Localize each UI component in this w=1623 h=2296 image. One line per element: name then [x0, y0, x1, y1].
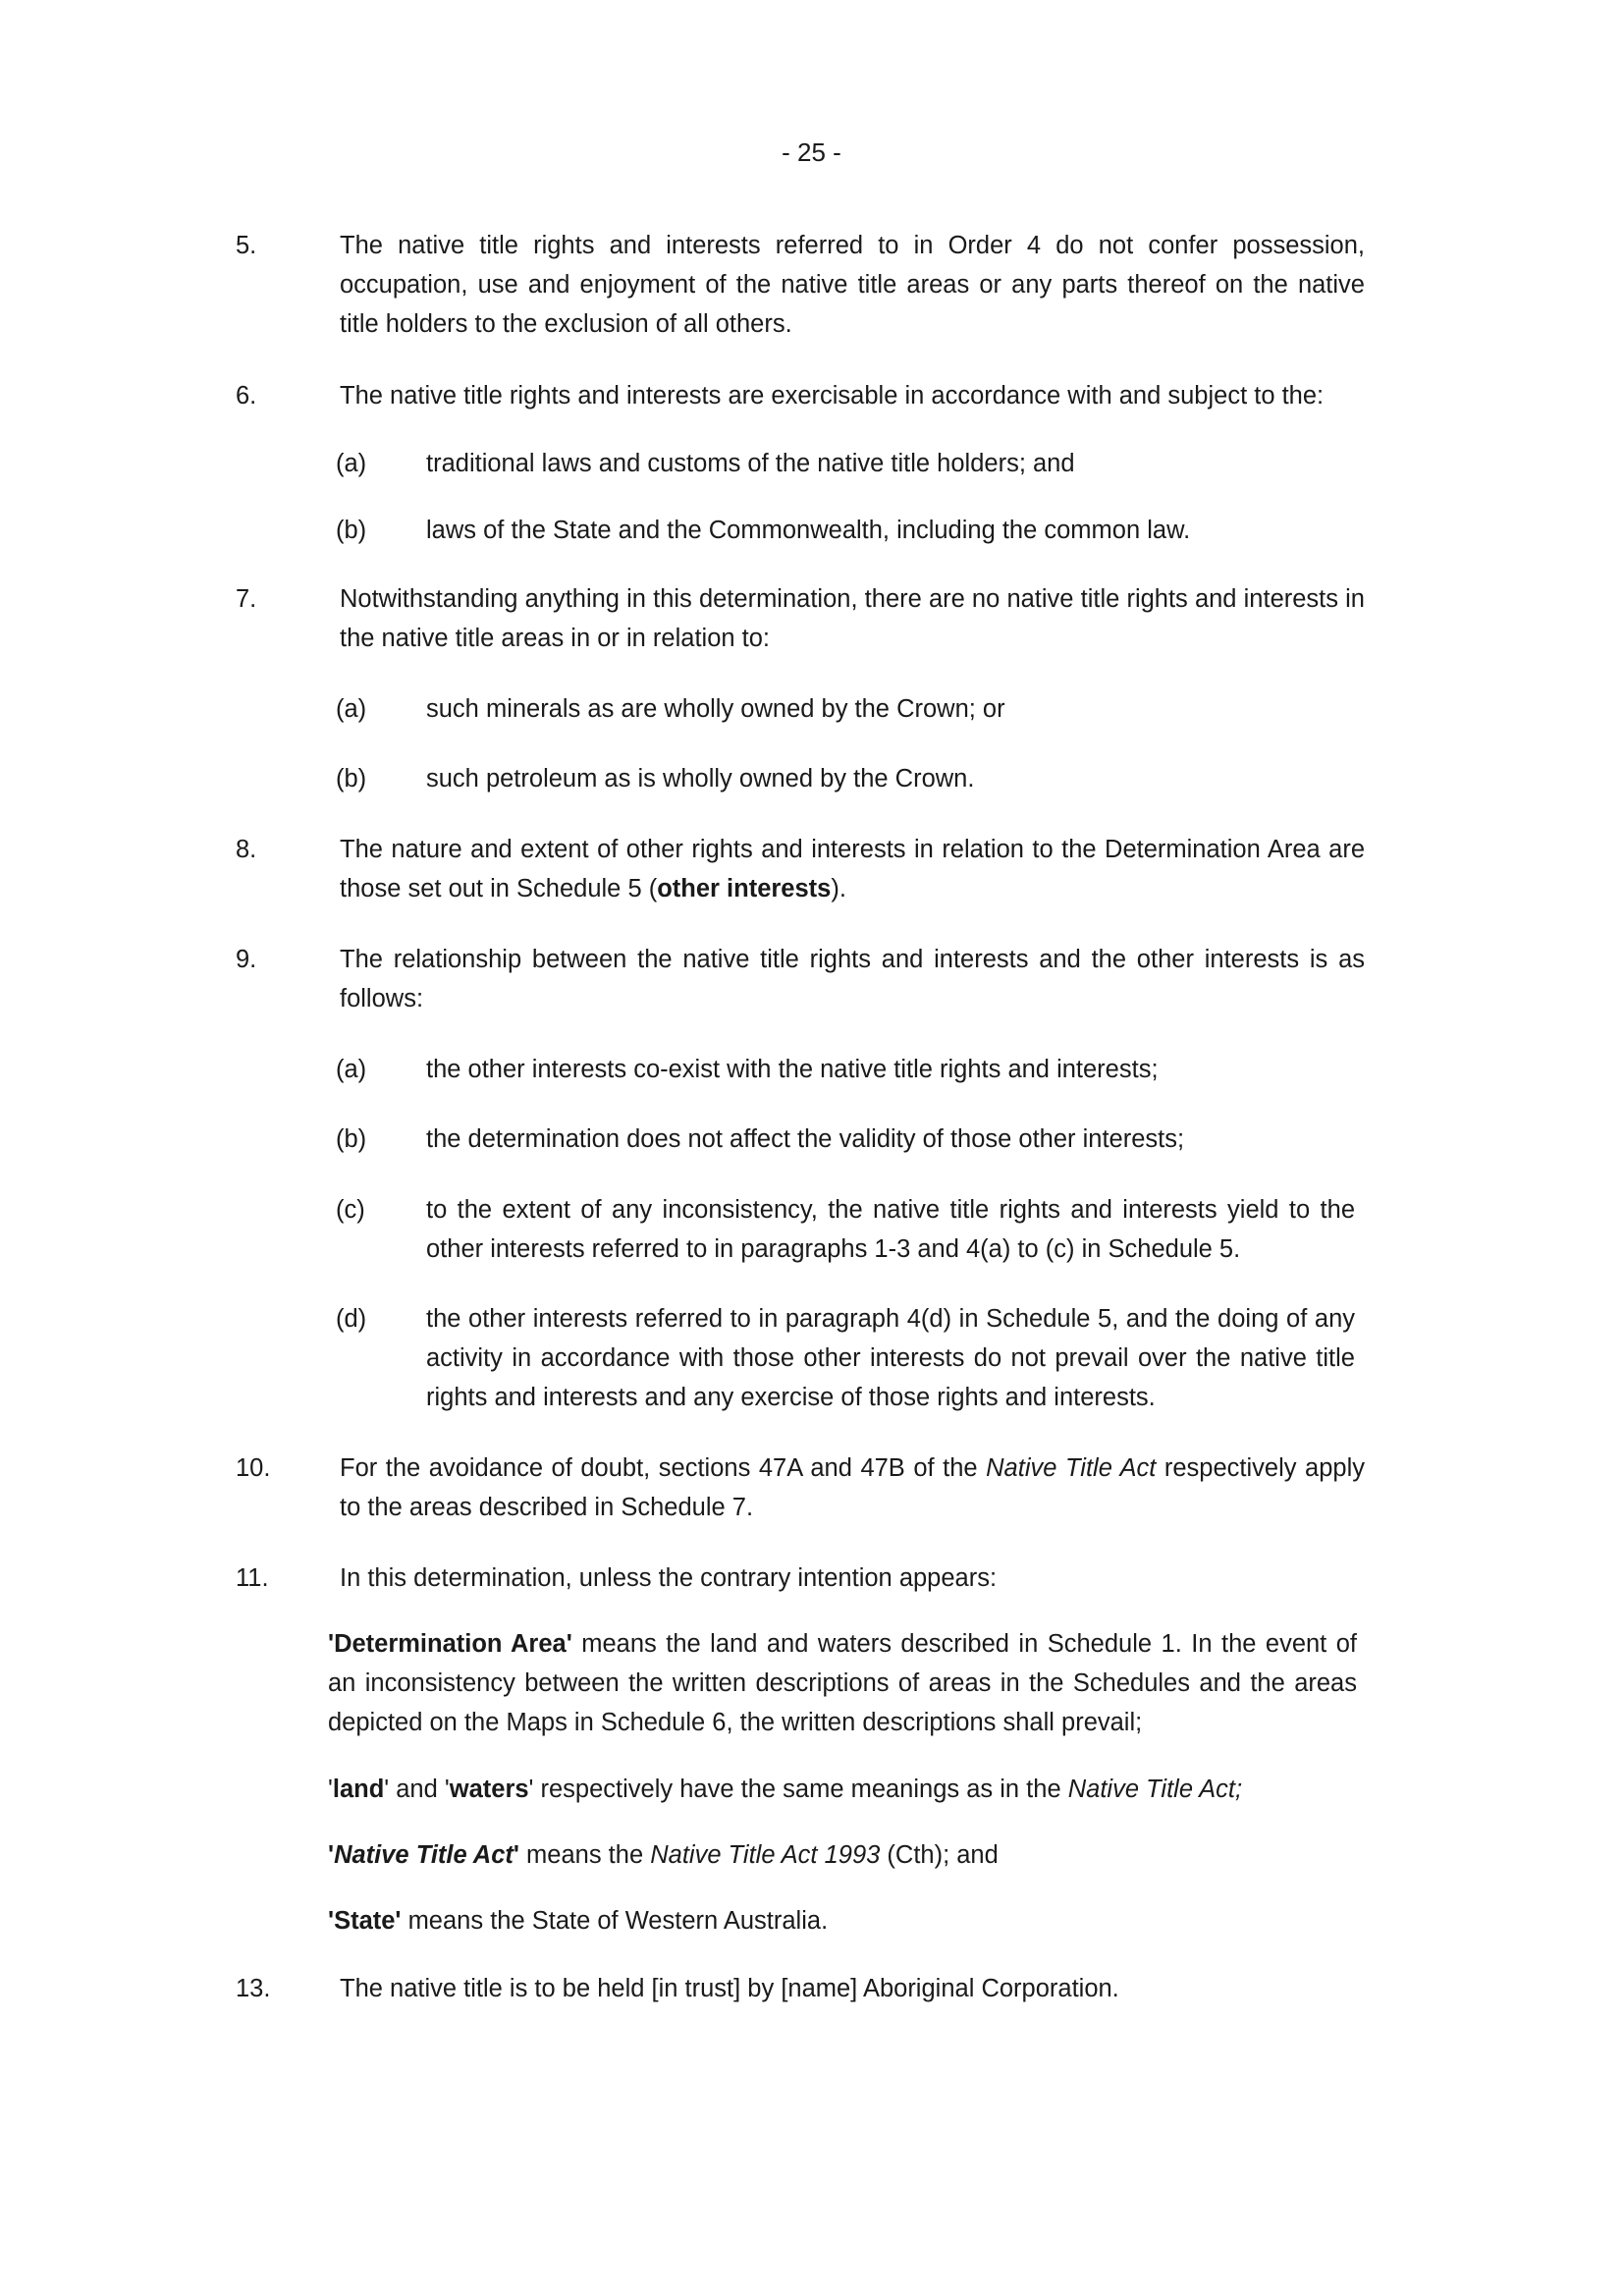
sub-item-6a — [336, 444, 1355, 483]
sub-item-text: such minerals as are wholly owned by the Crown; or — [426, 695, 1005, 723]
item-number: 10. — [236, 1454, 271, 1482]
sub-item-label: (b) — [336, 1125, 367, 1153]
sub-item-text: laws of the State and the Commonwealth, including the common law. — [426, 517, 1191, 544]
sub-item-text: such petroleum as is wholly owned by the Crown. — [426, 765, 975, 793]
item-text: The relationship between the native title rights and interests and the other interests is as follows: — [340, 946, 1365, 1012]
order-item-7 — [236, 579, 1365, 658]
quote-mark: ' — [528, 1776, 534, 1803]
definition-text: respectively have the same meanings as in the — [533, 1776, 1068, 1803]
sub-item-7a — [336, 689, 1355, 729]
definition-text: means the State of Western Australia. — [401, 1907, 829, 1935]
item-text: Notwithstanding anything in this determination, there are no native title rights and interests in the native title areas in or in relation to: — [340, 585, 1365, 652]
defined-term: Native Title Act — [334, 1841, 514, 1869]
definition-land-waters — [328, 1770, 1357, 1809]
order-item-10 — [236, 1449, 1365, 1527]
item-text: The native title rights and interests are exercisable in accordance with and subject to the: — [340, 382, 1325, 410]
definition-text: means the — [518, 1841, 651, 1869]
definition-native-title-act — [328, 1835, 1357, 1875]
sub-item-7b — [336, 759, 1355, 798]
item-number: 5. — [236, 232, 257, 259]
quote-mark: ' and ' — [384, 1776, 450, 1803]
item-text — [340, 1449, 1365, 1527]
defined-term: waters — [449, 1776, 529, 1803]
sub-item-9c — [336, 1190, 1355, 1269]
sub-item-text: the other interests co-exist with the native title rights and interests; — [426, 1056, 1159, 1083]
order-item-13 — [236, 1969, 1365, 2008]
item-text: The native title is to be held [in trust] by [name] Aboriginal Corporation. — [340, 1975, 1119, 2002]
act-name: Native Title Act 1993 — [650, 1841, 881, 1869]
defined-term: other interests — [657, 875, 832, 902]
sub-item-text: the other interests referred to in paragraph 4(d) in Schedule 5, and the doing of any activity in accordance with those other interests do not prevail over the native title rights and interests and any exercise of those rights and interests. — [426, 1305, 1355, 1411]
sub-item-text: the determination does not affect the validity of those other interests; — [426, 1125, 1185, 1153]
sub-item-9b — [336, 1120, 1355, 1159]
quote-mark: ' — [328, 1841, 335, 1869]
quote-mark: ' — [328, 1776, 333, 1803]
item-text-part: The nature and extent of other rights and interests in relation to the Determination Area are those set out in Schedule 5 ( — [340, 836, 1365, 902]
item-text-part: ). — [831, 875, 846, 902]
definition-determination-area — [328, 1624, 1357, 1742]
item-text: The native title rights and interests referred to in Order 4 do not confer possession, occupation, use and enjoyment of the native title areas or any parts thereof on the native title holders to the exclusion of all others. — [340, 232, 1365, 338]
sub-item-label: (a) — [336, 450, 367, 477]
sub-item-text: to the extent of any inconsistency, the native title rights and interests yield to the other interests referred to in paragraphs 1-3 and 4(a) to (c) in Schedule 5. — [426, 1196, 1355, 1263]
order-item-8 — [236, 830, 1365, 908]
page-number: - 25 - — [782, 137, 841, 167]
order-item-11 — [236, 1558, 1365, 1598]
sub-item-label: (b) — [336, 517, 367, 544]
act-name: Native Title Act; — [1067, 1776, 1243, 1803]
sub-item-9d — [336, 1299, 1355, 1417]
sub-item-label: (d) — [336, 1305, 367, 1333]
quote-mark: ' — [513, 1841, 519, 1869]
order-item-9 — [236, 940, 1365, 1018]
sub-item-label: (a) — [336, 1056, 367, 1083]
defined-term: 'State' — [328, 1907, 402, 1935]
defined-term: 'Determination Area' — [328, 1630, 572, 1658]
sub-item-label: (a) — [336, 695, 367, 723]
sub-item-9a — [336, 1050, 1355, 1089]
defined-term: land — [332, 1776, 385, 1803]
sub-item-label: (c) — [336, 1196, 365, 1224]
item-number: 9. — [236, 946, 257, 973]
order-item-6 — [236, 376, 1365, 415]
sub-item-6b — [336, 511, 1355, 550]
item-number: 11. — [236, 1564, 269, 1592]
item-text-part: respectively apply to the areas described in Schedule 7. — [340, 1454, 1366, 1521]
order-item-5 — [236, 226, 1365, 344]
definition-state — [328, 1901, 1357, 1941]
item-text-part: For the avoidance of doubt, sections 47A and 47B of the — [340, 1454, 987, 1482]
item-number: 8. — [236, 836, 257, 863]
sub-item-text: traditional laws and customs of the native title holders; and — [426, 450, 1075, 477]
definition-text: means the land and waters described in Schedule 1. In the event of an inconsistency between the written descriptions of areas in the Schedules and the areas depicted on the Maps in Schedule 6, the written descriptions shall prevail; — [328, 1630, 1357, 1736]
definition-text: (Cth); and — [880, 1841, 999, 1869]
item-number: 13. — [236, 1975, 271, 2002]
item-text: In this determination, unless the contrary intention appears: — [340, 1564, 998, 1592]
item-text — [340, 830, 1365, 908]
sub-item-label: (b) — [336, 765, 367, 793]
act-name: Native Title Act — [986, 1454, 1157, 1482]
item-number: 7. — [236, 585, 257, 613]
item-number: 6. — [236, 382, 257, 410]
